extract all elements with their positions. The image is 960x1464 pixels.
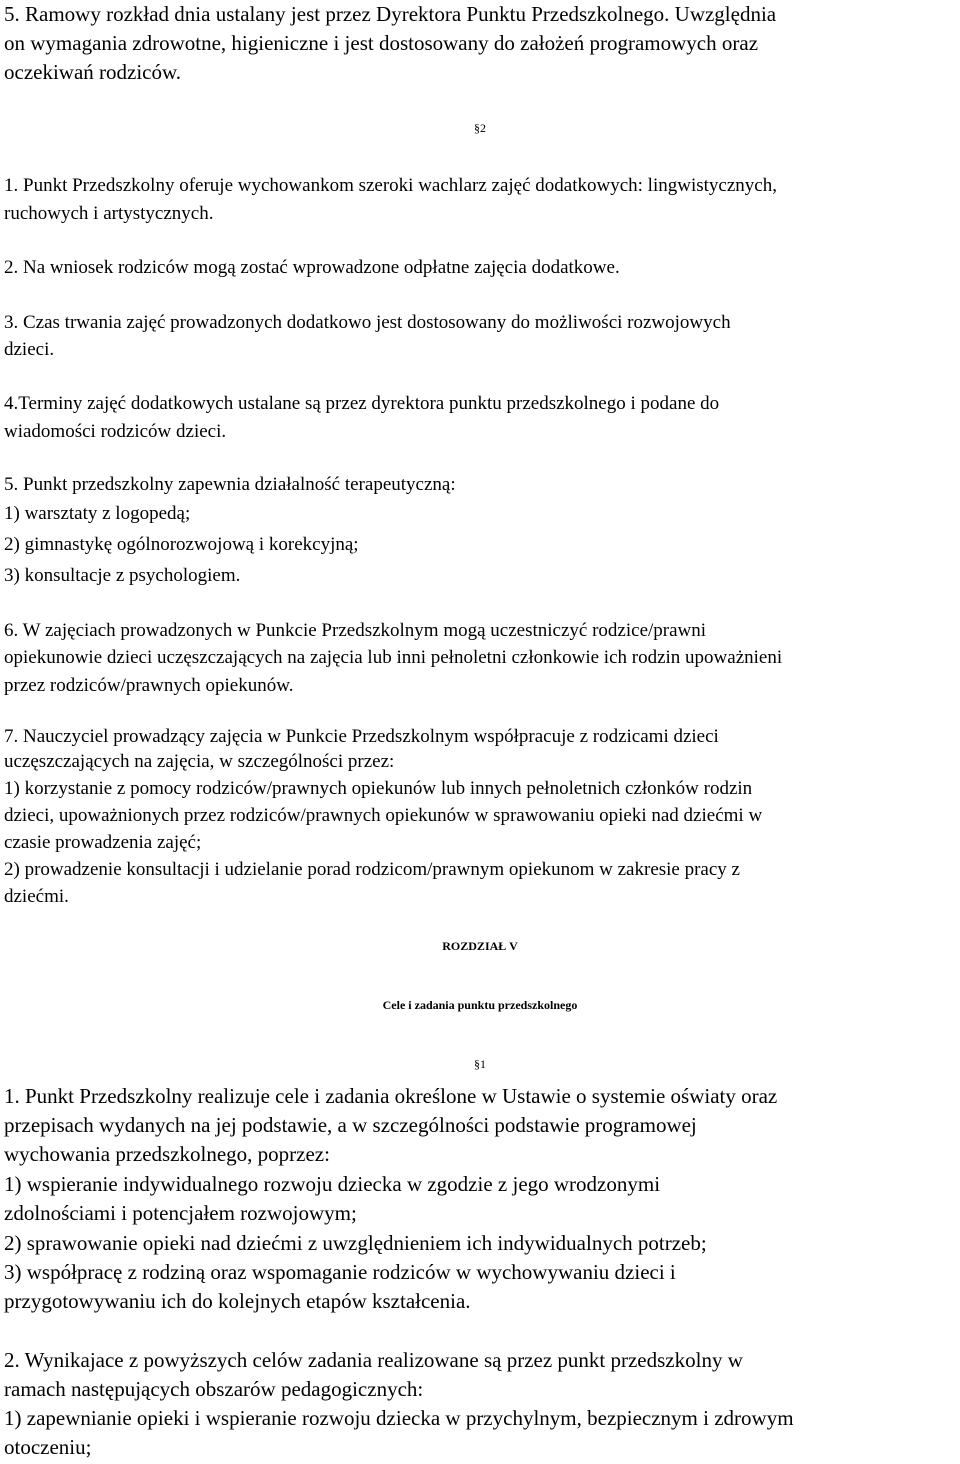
- text-line: 2. Na wniosek rodziców mogą zostać wprowadzone odpłatne zajęcia dodatkowe.: [4, 257, 620, 278]
- text-line: 1. Punkt Przedszkolny oferuje wychowankom szeroki wachlarz zajęć dodatkowych: lingwistycznych,: [4, 175, 777, 196]
- text-line: 2) sprawowanie opieki nad dziećmi z uwzględnieniem ich indywidualnych potrzeb;: [4, 1231, 707, 1255]
- section-mark-1: §1: [474, 1057, 486, 1071]
- text-line: 2. Wynikajace z powyższych celów zadania realizowane są przez punkt przedszkolny w: [4, 1348, 743, 1372]
- text-line: 2) prowadzenie konsultacji i udzielanie porad rodzicom/prawnym opiekunom w zakresie pracy z: [4, 859, 740, 880]
- text-line: 1) korzystanie z pomocy rodziców/prawnych opiekunów lub innych pełnoletnich członków rodzin: [4, 778, 753, 799]
- text-line: przygotowywaniu ich do kolejnych etapów kształcenia.: [4, 1289, 471, 1313]
- text-line: 5. Ramowy rozkład dnia ustalany jest przez Dyrektora Punktu Przedszkolnego. Uwzględnia: [4, 2, 777, 26]
- text-line: 5. Punkt przedszkolny zapewnia działalność terapeutyczną:: [4, 474, 456, 495]
- chapter-title: ROZDZIAŁ V: [442, 939, 518, 953]
- text-line: 1) wspieranie indywidualnego rozwoju dziecka w zgodzie z jego wrodzonymi: [4, 1172, 661, 1196]
- section-mark-2: §2: [474, 121, 486, 135]
- text-line: ramach następujących obszarów pedagogicznych:: [4, 1377, 424, 1401]
- text-line: dzieci, upoważnionych przez rodziców/prawnych opiekunów w sprawowaniu opieki nad dziećmi w: [4, 805, 763, 826]
- text-line: 3. Czas trwania zajęć prowadzonych dodatkowo jest dostosowany do możliwości rozwojowych: [4, 312, 731, 333]
- text-line: 1) zapewnianie opieki i wspieranie rozwoju dziecka w przychylnym, bezpiecznym i zdrowym: [4, 1406, 794, 1430]
- text-line: 6. W zajęciach prowadzonych w Punkcie Przedszkolnym mogą uczestniczyć rodzice/prawni: [4, 620, 707, 641]
- text-line: czasie prowadzenia zajęć;: [4, 832, 202, 853]
- text-line: otoczeniu;: [4, 1435, 92, 1459]
- text-line: 7. Nauczyciel prowadzący zajęcia w Punkcie Przedszkolnym współpracuje z rodzicami dzieci: [4, 726, 719, 747]
- text-line: 3) konsultacje z psychologiem.: [4, 565, 241, 586]
- text-line: 2) gimnastykę ogólnorozwojową i korekcyjną;: [4, 534, 359, 555]
- chapter-subtitle: Cele i zadania punktu przedszkolnego: [382, 998, 578, 1012]
- text-line: 3) współpracę z rodziną oraz wspomaganie rodziców w wychowywaniu dzieci i: [4, 1260, 676, 1284]
- text-line: przepisach wydanych na jej podstawie, a w szczególności podstawie programowej: [4, 1113, 697, 1137]
- text-line: 1. Punkt Przedszkolny realizuje cele i zadania określone w Ustawie o systemie oświaty oraz: [4, 1084, 778, 1108]
- text-line: wiadomości rodziców dzieci.: [4, 421, 227, 442]
- text-line: dziećmi.: [4, 886, 69, 907]
- text-line: opiekunowie dzieci uczęszczających na zajęcia lub inni pełnoletni członkowie ich rodzin upoważnieni: [4, 647, 783, 668]
- text-line: przez rodziców/prawnych opiekunów.: [4, 675, 294, 696]
- text-line: ruchowych i artystycznych.: [4, 203, 214, 224]
- text-line: wychowania przedszkolnego, poprzez:: [4, 1142, 330, 1166]
- text-line: dzieci.: [4, 339, 55, 360]
- text-line: on wymagania zdrowotne, higieniczne i jest dostosowany do założeń programowych oraz: [4, 31, 759, 55]
- text-line: uczęszczających na zajęcia, w szczególności przez:: [4, 751, 395, 772]
- text-line: 4.Terminy zajęć dodatkowych ustalane są przez dyrektora punktu przedszkolnego i podane do: [4, 393, 720, 414]
- text-line: 1) warsztaty z logopedą;: [4, 503, 191, 524]
- text-line: zdolnościami i potencjałem rozwojowym;: [4, 1201, 357, 1225]
- text-line: oczekiwań rodziców.: [4, 60, 182, 84]
